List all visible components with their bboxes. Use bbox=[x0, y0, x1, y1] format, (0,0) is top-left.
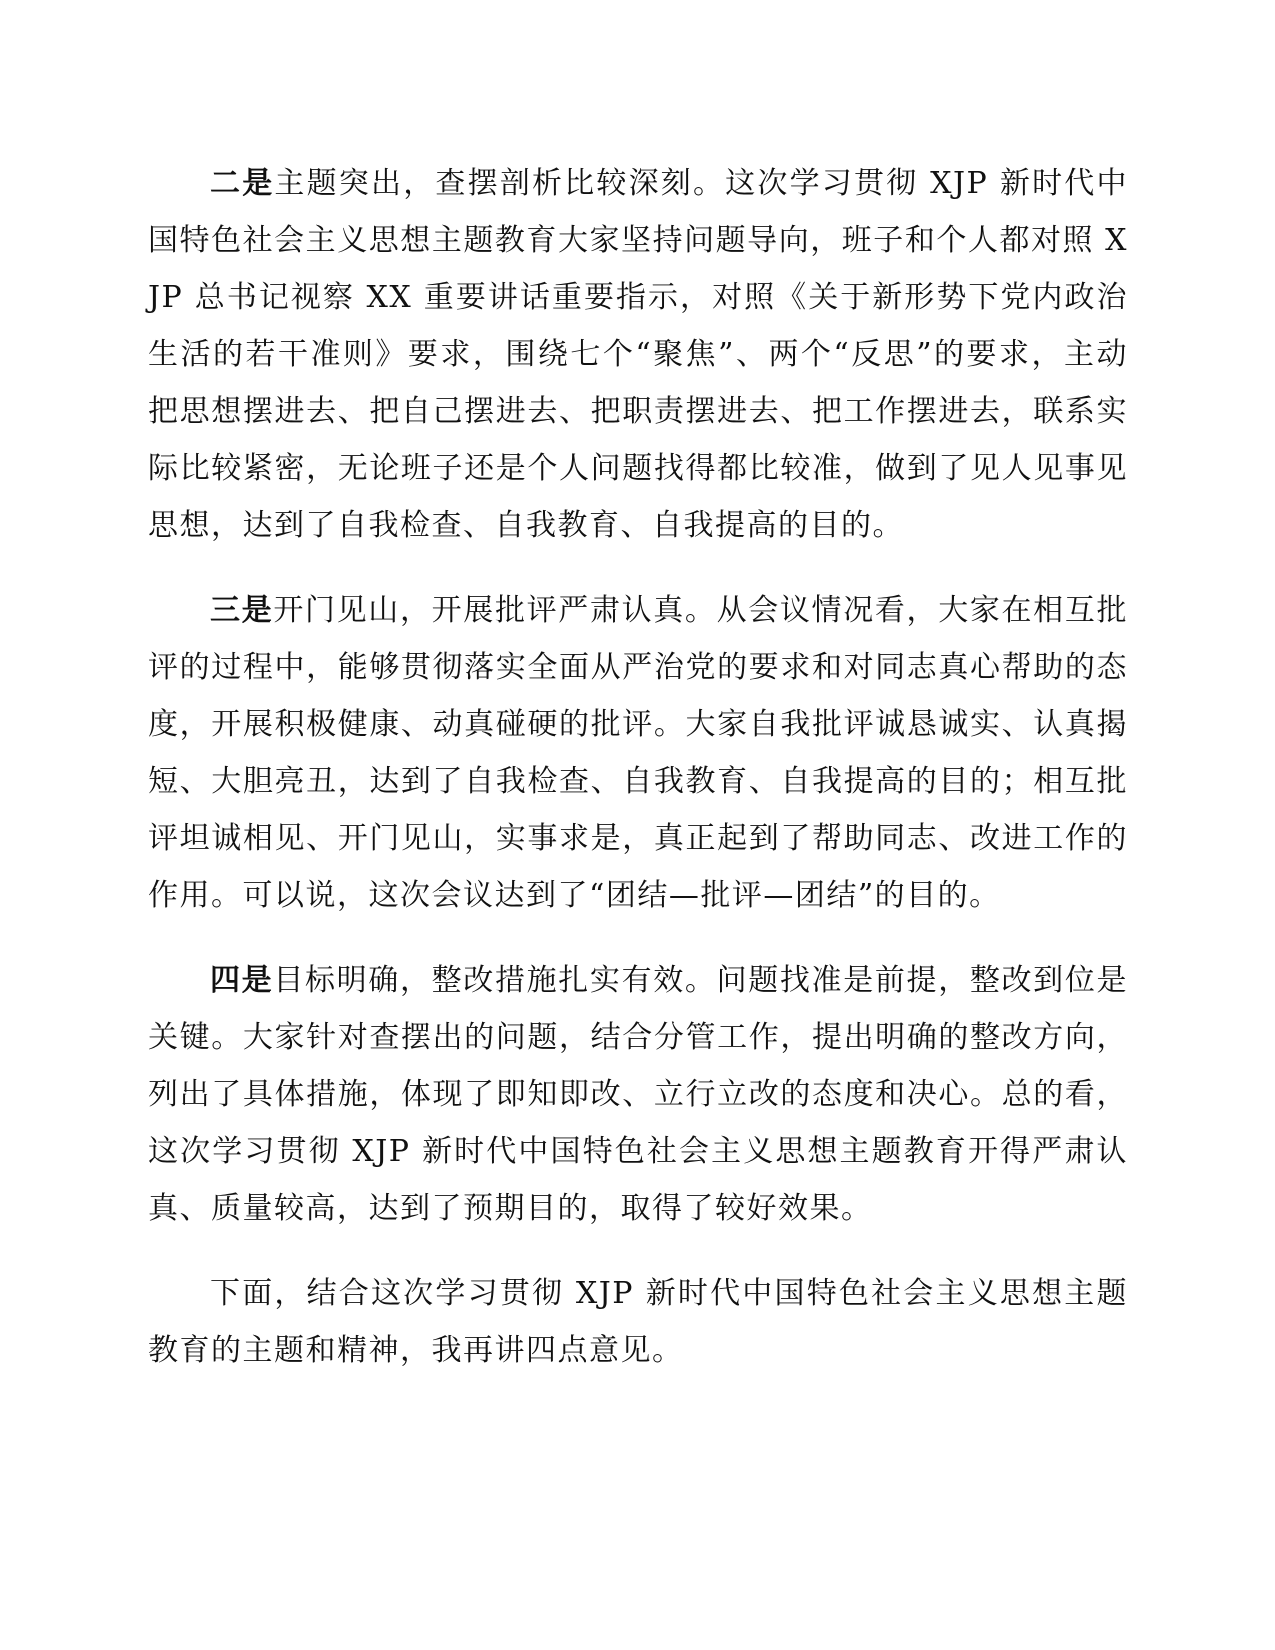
paragraph-text: 主题突出，查摆剖析比较深刻。这次学习贯彻 XJP 新时代中国特色社会主义思想主题教育大家坚持问题导向，班子和个人都对照 XJP 总书记视察 XX 重要讲话重要指示，对照《关于新形势下党内政治生活的若干准则》要求，围绕七个“聚焦”、两个“反思”的要求，主动把思想摆进去、把自己摆进去、把职责摆进去、把工作摆进去，联系实际比较紧密，无论班子还是个人问题找得都比较准，做到了见人见事见思想，达到了自我检查、自我教育、自我提高的目的。 bbox=[148, 166, 1128, 543]
paragraph-lead: 二是 bbox=[210, 166, 275, 201]
paragraph-3 bbox=[148, 582, 1128, 924]
paragraph-4 bbox=[148, 952, 1128, 1237]
document-page bbox=[148, 155, 1128, 1407]
paragraph-closing bbox=[148, 1265, 1128, 1379]
paragraph-lead: 四是 bbox=[210, 963, 274, 998]
paragraph-text: 目标明确，整改措施扎实有效。问题找准是前提，整改到位是关键。大家针对查摆出的问题，结合分管工作，提出明确的整改方向，列出了具体措施，体现了即知即改、立行立改的态度和决心。总的看，这次学习贯彻 XJP 新时代中国特色社会主义思想主题教育开得严肃认真、质量较高，达到了预期目的，取得了较好效果。 bbox=[148, 963, 1129, 1226]
paragraph-2 bbox=[148, 155, 1128, 554]
paragraph-lead: 三是 bbox=[210, 593, 274, 628]
paragraph-text: 开门见山，开展批评严肃认真。从会议情况看，大家在相互批评的过程中，能够贯彻落实全面从严治党的要求和对同志真心帮助的态度，开展积极健康、动真碰硬的批评。大家自我批评诚恳诚实、认真揭短、大胆亮丑，达到了自我检查、自我教育、自我提高的目的；相互批评坦诚相见、开门见山，实事求是，真正起到了帮助同志、改进工作的作用。可以说，这次会议达到了“团结—批评—团结”的目的。 bbox=[148, 593, 1129, 913]
paragraph-text: 下面，结合这次学习贯彻 XJP 新时代中国特色社会主义思想主题教育的主题和精神，我再讲四点意见。 bbox=[148, 1276, 1128, 1368]
